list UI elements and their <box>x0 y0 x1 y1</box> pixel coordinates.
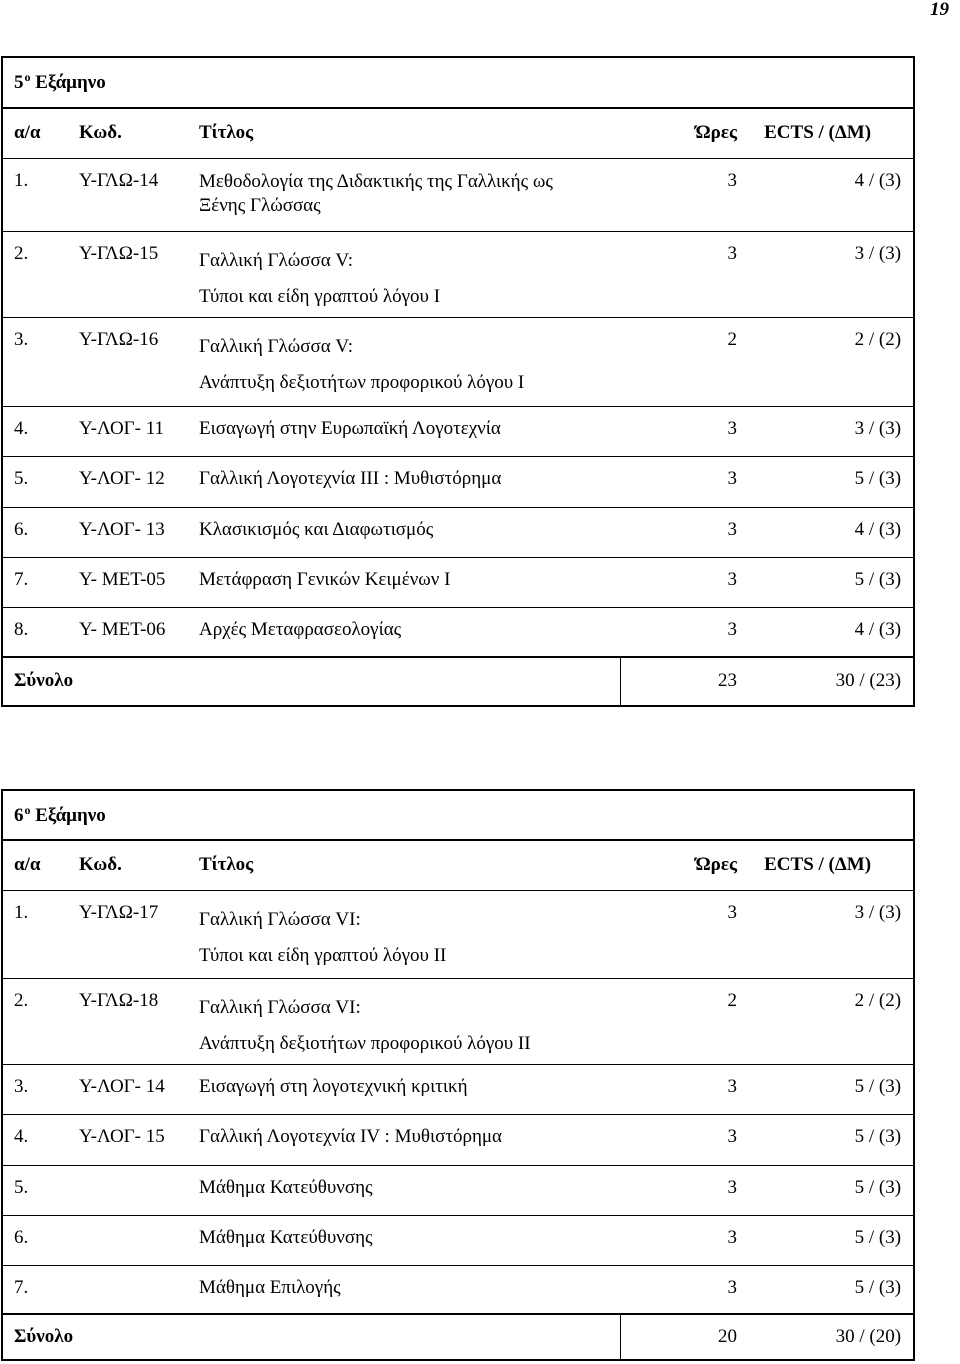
course-code: Υ-ΓΛΩ-18 <box>68 978 199 1064</box>
course-title <box>199 456 620 507</box>
course-hours: 2 <box>620 317 749 406</box>
course-row <box>2 317 914 406</box>
course-title <box>199 158 620 231</box>
course-code: Υ-ΓΛΩ-17 <box>68 890 199 978</box>
header-title: Τίτλος <box>199 840 620 890</box>
course-title <box>199 406 620 456</box>
course-title-line: Γαλλική Λογοτεχνία ΙV : Μυθιστόρημα <box>199 1125 503 1147</box>
course-title-line: Τύποι και είδη γραπτού λόγου ΙΙ <box>199 944 447 966</box>
header-ects: ECTS / (ΔΜ) <box>749 840 914 890</box>
course-num: 6. <box>2 1215 68 1265</box>
course-ects: 3 / (3) <box>749 231 914 317</box>
course-ects: 5 / (3) <box>749 1165 914 1215</box>
course-row <box>2 1215 914 1265</box>
course-title <box>199 1114 620 1165</box>
semester-word: Εξάμηνο <box>35 805 106 826</box>
course-title-line: Ανάπτυξη δεξιοτήτων προφορικού λόγου ΙΙ <box>199 1032 531 1054</box>
course-code <box>68 1215 199 1265</box>
course-row <box>2 607 914 657</box>
course-title-line: Ξένης Γλώσσας <box>199 194 321 216</box>
course-title <box>199 978 620 1064</box>
course-hours: 3 <box>620 890 749 978</box>
course-title-line: Γαλλική Γλώσσα V: <box>199 249 353 271</box>
course-title <box>199 557 620 607</box>
course-ects: 4 / (3) <box>749 607 914 657</box>
course-code: Υ-ΛΟΓ- 12 <box>68 456 199 507</box>
total-label: Σύνολο <box>14 670 74 691</box>
course-hours: 2 <box>620 978 749 1064</box>
course-hours: 3 <box>620 406 749 456</box>
course-hours: 3 <box>620 231 749 317</box>
course-num: 7. <box>2 1265 68 1314</box>
course-title <box>199 890 620 978</box>
course-row <box>2 1265 914 1314</box>
course-ects: 3 / (3) <box>749 406 914 456</box>
course-row <box>2 406 914 456</box>
course-num: 4. <box>2 406 68 456</box>
course-title <box>199 1265 620 1314</box>
semester-number: 6 <box>14 805 24 826</box>
header-code: Κωδ. <box>68 840 199 890</box>
course-title <box>199 317 620 406</box>
course-row <box>2 890 914 978</box>
course-hours: 3 <box>620 1064 749 1114</box>
course-title-line: Τύποι και είδη γραπτού λόγου Ι <box>199 285 441 307</box>
course-code: Υ- ΜΕΤ-05 <box>68 557 199 607</box>
course-row <box>2 978 914 1064</box>
course-ects: 5 / (3) <box>749 557 914 607</box>
course-title-line: Μετάφραση Γενικών Κειμένων Ι <box>199 568 451 590</box>
course-row <box>2 1064 914 1114</box>
course-row <box>2 1114 914 1165</box>
course-title <box>199 1064 620 1114</box>
total-hours: 23 <box>620 657 749 706</box>
course-row <box>2 557 914 607</box>
course-hours: 3 <box>620 1114 749 1165</box>
semester-6-table <box>1 789 915 1361</box>
course-ects: 2 / (2) <box>749 317 914 406</box>
semester-title <box>2 790 914 840</box>
semester-word: Εξάμηνο <box>35 72 106 93</box>
course-ects: 3 / (3) <box>749 890 914 978</box>
semester-title <box>2 57 914 108</box>
course-ects: 5 / (3) <box>749 1215 914 1265</box>
course-title <box>199 607 620 657</box>
course-title-line: Αρχές Μεταφρασεολογίας <box>199 618 402 640</box>
course-code: Υ-ΓΛΩ-16 <box>68 317 199 406</box>
course-num: 7. <box>2 557 68 607</box>
course-hours: 3 <box>620 158 749 231</box>
course-code <box>68 1165 199 1215</box>
ordinal-superscript: ο <box>24 69 31 84</box>
course-hours: 3 <box>620 1165 749 1215</box>
page-number: 19 <box>930 0 949 20</box>
ordinal-superscript: ο <box>24 802 31 817</box>
course-num: 1. <box>2 890 68 978</box>
course-num: 5. <box>2 1165 68 1215</box>
header-hours: Ώρες <box>620 108 749 158</box>
course-code: Υ-ΛΟΓ- 15 <box>68 1114 199 1165</box>
course-code: Υ-ΛΟΓ- 14 <box>68 1064 199 1114</box>
course-num: 3. <box>2 317 68 406</box>
course-title-line: Μάθημα Επιλογής <box>199 1276 341 1298</box>
course-row <box>2 1165 914 1215</box>
header-code: Κωδ. <box>68 108 199 158</box>
header-num: α/α <box>2 840 68 890</box>
course-title <box>199 1215 620 1265</box>
total-ects: 30 / (23) <box>835 670 902 691</box>
course-title <box>199 507 620 557</box>
course-code: Υ-ΓΛΩ-15 <box>68 231 199 317</box>
course-hours: 3 <box>620 1215 749 1265</box>
total-row <box>2 657 914 706</box>
course-title-line: Μάθημα Κατεύθυνσης <box>199 1176 373 1198</box>
course-num: 2. <box>2 231 68 317</box>
total-row <box>2 1314 914 1360</box>
course-row <box>2 158 914 231</box>
course-title-line: Γαλλική Γλώσσα V: <box>199 335 353 357</box>
course-ects: 5 / (3) <box>749 1064 914 1114</box>
course-num: 1. <box>2 158 68 231</box>
course-num: 3. <box>2 1064 68 1114</box>
course-ects: 2 / (2) <box>749 978 914 1064</box>
course-ects: 5 / (3) <box>749 1114 914 1165</box>
course-ects: 5 / (3) <box>749 456 914 507</box>
header-ects: ECTS / (ΔΜ) <box>749 108 914 158</box>
course-title-line: Μεθοδολογία της Διδακτικής της Γαλλικής ως <box>199 170 553 192</box>
course-hours: 3 <box>620 507 749 557</box>
course-hours: 3 <box>620 1265 749 1314</box>
course-title-line: Εισαγωγή στην Ευρωπαϊκή Λογοτεχνία <box>199 417 501 439</box>
course-hours: 3 <box>620 607 749 657</box>
total-hours: 20 <box>620 1314 749 1360</box>
course-title <box>199 231 620 317</box>
course-title-line: Γαλλική Γλώσσα VI: <box>199 996 361 1018</box>
course-title <box>199 1165 620 1215</box>
course-title-line: Εισαγωγή στη λογοτεχνική κριτική <box>199 1075 468 1097</box>
course-title-line: Κλασικισμός και Διαφωτισμός <box>199 518 434 540</box>
course-code: Υ- ΜΕΤ-06 <box>68 607 199 657</box>
course-ects: 4 / (3) <box>749 158 914 231</box>
course-num: 4. <box>2 1114 68 1165</box>
course-row <box>2 231 914 317</box>
course-num: 2. <box>2 978 68 1064</box>
course-hours: 3 <box>620 557 749 607</box>
total-label: Σύνολο <box>14 1326 74 1347</box>
course-title-line: Ανάπτυξη δεξιοτήτων προφορικού λόγου Ι <box>199 371 525 393</box>
course-row <box>2 456 914 507</box>
course-code <box>68 1265 199 1314</box>
course-hours: 3 <box>620 456 749 507</box>
course-num: 6. <box>2 507 68 557</box>
course-title-line: Γαλλική Λογοτεχνία ΙΙΙ : Μυθιστόρημα <box>199 467 502 489</box>
total-ects: 30 / (20) <box>835 1326 902 1347</box>
course-code: Υ-ΓΛΩ-14 <box>68 158 199 231</box>
course-row <box>2 507 914 557</box>
course-num: 8. <box>2 607 68 657</box>
course-num: 5. <box>2 456 68 507</box>
course-title-line: Γαλλική Γλώσσα VI: <box>199 908 361 930</box>
header-num: α/α <box>2 108 68 158</box>
header-hours: Ώρες <box>620 840 749 890</box>
header-row <box>2 840 914 890</box>
course-code: Υ-ΛΟΓ- 13 <box>68 507 199 557</box>
course-ects: 5 / (3) <box>749 1265 914 1314</box>
course-title-line: Μάθημα Κατεύθυνσης <box>199 1226 373 1248</box>
course-ects: 4 / (3) <box>749 507 914 557</box>
course-code: Υ-ΛΟΓ- 11 <box>68 406 199 456</box>
header-row <box>2 108 914 158</box>
semester-number: 5 <box>14 72 24 93</box>
semester-5-table <box>1 56 915 707</box>
header-title: Τίτλος <box>199 108 620 158</box>
